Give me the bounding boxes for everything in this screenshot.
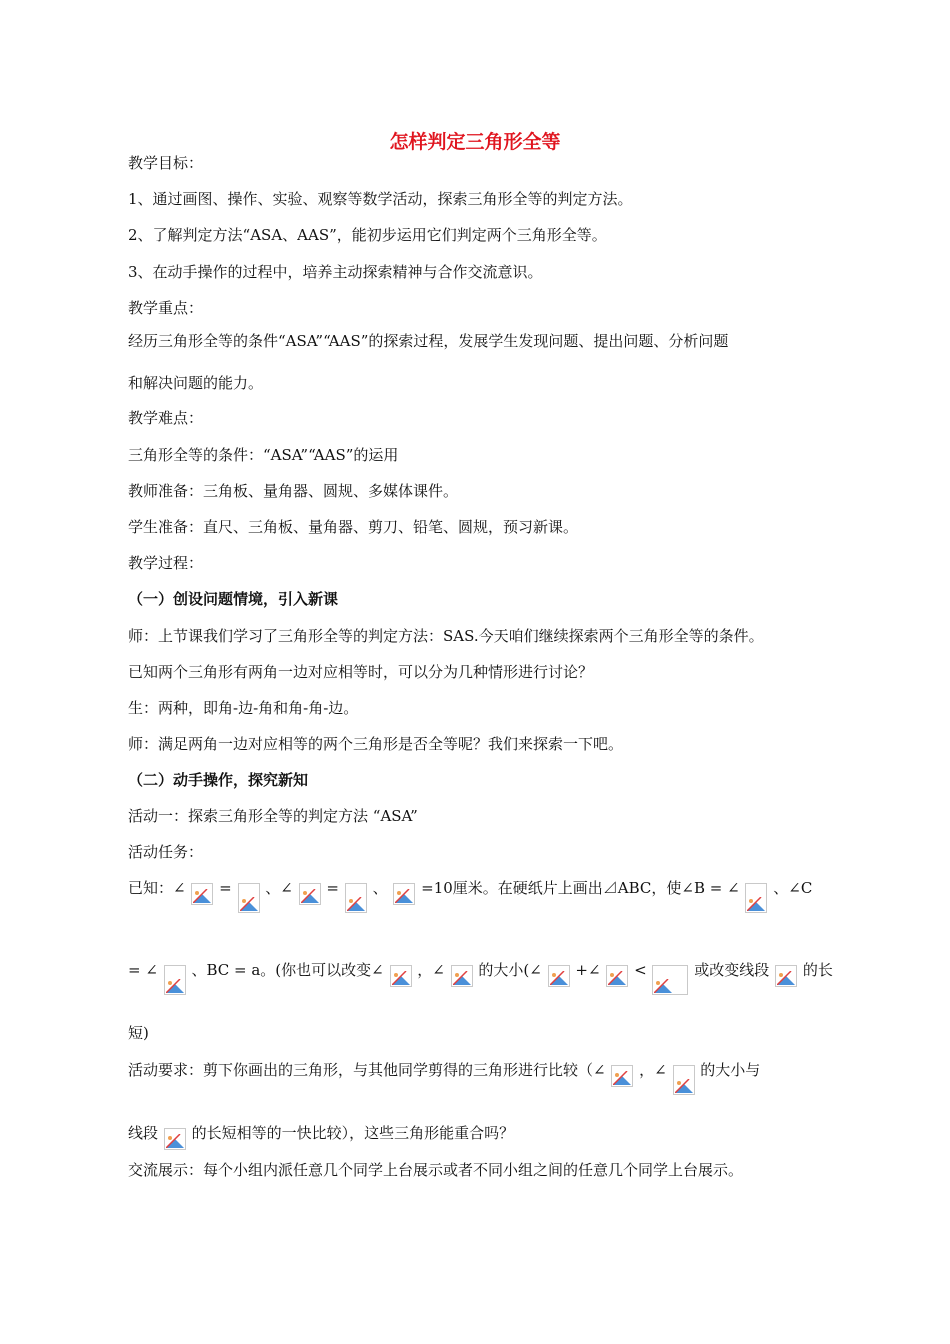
broken-image-icon [745, 883, 767, 913]
requirement-text: 的长短相等的一快比较），这些三角形能重合吗？ [191, 1124, 515, 1142]
broken-image-icon [164, 1128, 186, 1150]
document-title: 怎样判定三角形全等 [389, 131, 561, 153]
given-text: 或改变线段 [694, 961, 770, 979]
given-line-1 [128, 878, 826, 913]
given-text: < [634, 961, 647, 979]
teacher-line-3: 师：满足两角一边对应相等的两个三角形是否全等呢？我们来探索一下吧。 [128, 735, 624, 753]
teacher-line-1: 师：上节课我们学习了三角形全等的判定方法：SAS.今天咱们继续探索两个三角形全等的条件。 [128, 627, 764, 645]
objectives-heading: 教学目标： [128, 154, 204, 172]
teacher-prep: 教师准备：三角板、量角器、圆规、多媒体课件。 [128, 482, 459, 500]
broken-image-icon [393, 883, 415, 905]
broken-image-icon [164, 965, 186, 995]
given-text: = [219, 879, 232, 897]
broken-image-icon [606, 965, 628, 987]
requirement-line-1 [128, 1060, 826, 1095]
broken-image-icon [611, 1065, 633, 1087]
task-label: 活动任务： [128, 843, 204, 861]
given-line-2 [128, 960, 833, 995]
broken-image-icon [673, 1065, 695, 1095]
key-line-2: 和解决问题的能力。 [128, 374, 264, 392]
objective-3: 3、在动手操作的过程中，培养主动探索精神与合作交流意识。 [128, 263, 543, 281]
activity-one: 活动一：探索三角形全等的判定方法 “ASA” [128, 807, 418, 825]
given-text: 、BC = a。(你也可以改变∠ [191, 961, 384, 979]
section-heading-1: （一）创设问题情境，引入新课 [128, 590, 339, 608]
given-text: 已知：∠ [128, 879, 186, 897]
given-text: 、∠ [265, 879, 293, 897]
process-heading: 教学过程： [128, 554, 204, 572]
given-text: =10厘米。在硬纸片上画出⊿ABC，使∠B = ∠ [421, 879, 740, 897]
given-text: = [326, 879, 339, 897]
broken-image-icon [238, 883, 260, 913]
broken-image-icon [299, 883, 321, 905]
given-text: 的大小(∠ [478, 961, 542, 979]
exchange-display: 交流展示：每个小组内派任意几个同学上台展示或者不同小组之间的任意几个同学上台展示。 [128, 1161, 744, 1179]
requirement-line-2 [128, 1123, 826, 1150]
difficulty-text: 三角形全等的条件：“ASA”“AAS”的运用 [128, 446, 399, 464]
requirement-text: 活动要求：剪下你画出的三角形，与其他同学剪得的三角形进行比较（∠ [128, 1061, 606, 1079]
given-text: +∠ [575, 961, 601, 979]
given-line-3: 短) [128, 1024, 149, 1042]
key-heading: 教学重点： [128, 299, 204, 317]
section-heading-2: （二）动手操作，探究新知 [128, 771, 309, 789]
given-text: 的长 [802, 961, 833, 979]
broken-image-icon [652, 965, 688, 995]
given-text: ，∠ [417, 961, 445, 979]
broken-image-icon [345, 883, 367, 913]
given-text: 、 [372, 879, 388, 897]
broken-image-icon [191, 883, 213, 905]
difficulty-heading: 教学难点： [128, 409, 204, 427]
requirement-text: 线段 [128, 1124, 159, 1142]
broken-image-icon [451, 965, 473, 987]
teacher-line-2: 已知两个三角形有两角一边对应相等时，可以分为几种情形进行讨论？ [128, 663, 594, 681]
requirement-text: 的大小与 [700, 1061, 761, 1079]
given-text: = ∠ [128, 961, 158, 979]
student-prep: 学生准备：直尺、三角板、量角器、剪刀、铅笔、圆规，预习新课。 [128, 518, 579, 536]
key-line-1: 经历三角形全等的条件“ASA”“AAS”的探索过程，发展学生发现问题、提出问题、分析问题 [128, 332, 729, 350]
broken-image-icon [775, 965, 797, 987]
broken-image-icon [548, 965, 570, 987]
objective-1: 1、通过画图、操作、实验、观察等数学活动，探索三角形全等的判定方法。 [128, 190, 633, 208]
broken-image-icon [390, 965, 412, 987]
student-answer: 生：两种，即角-边-角和角-角-边。 [128, 699, 359, 717]
objective-2: 2、了解判定方法“ASA、AAS”，能初步运用它们判定两个三角形全等。 [128, 226, 607, 244]
requirement-text: ，∠ [639, 1061, 667, 1079]
given-text: 、∠C [773, 879, 813, 897]
